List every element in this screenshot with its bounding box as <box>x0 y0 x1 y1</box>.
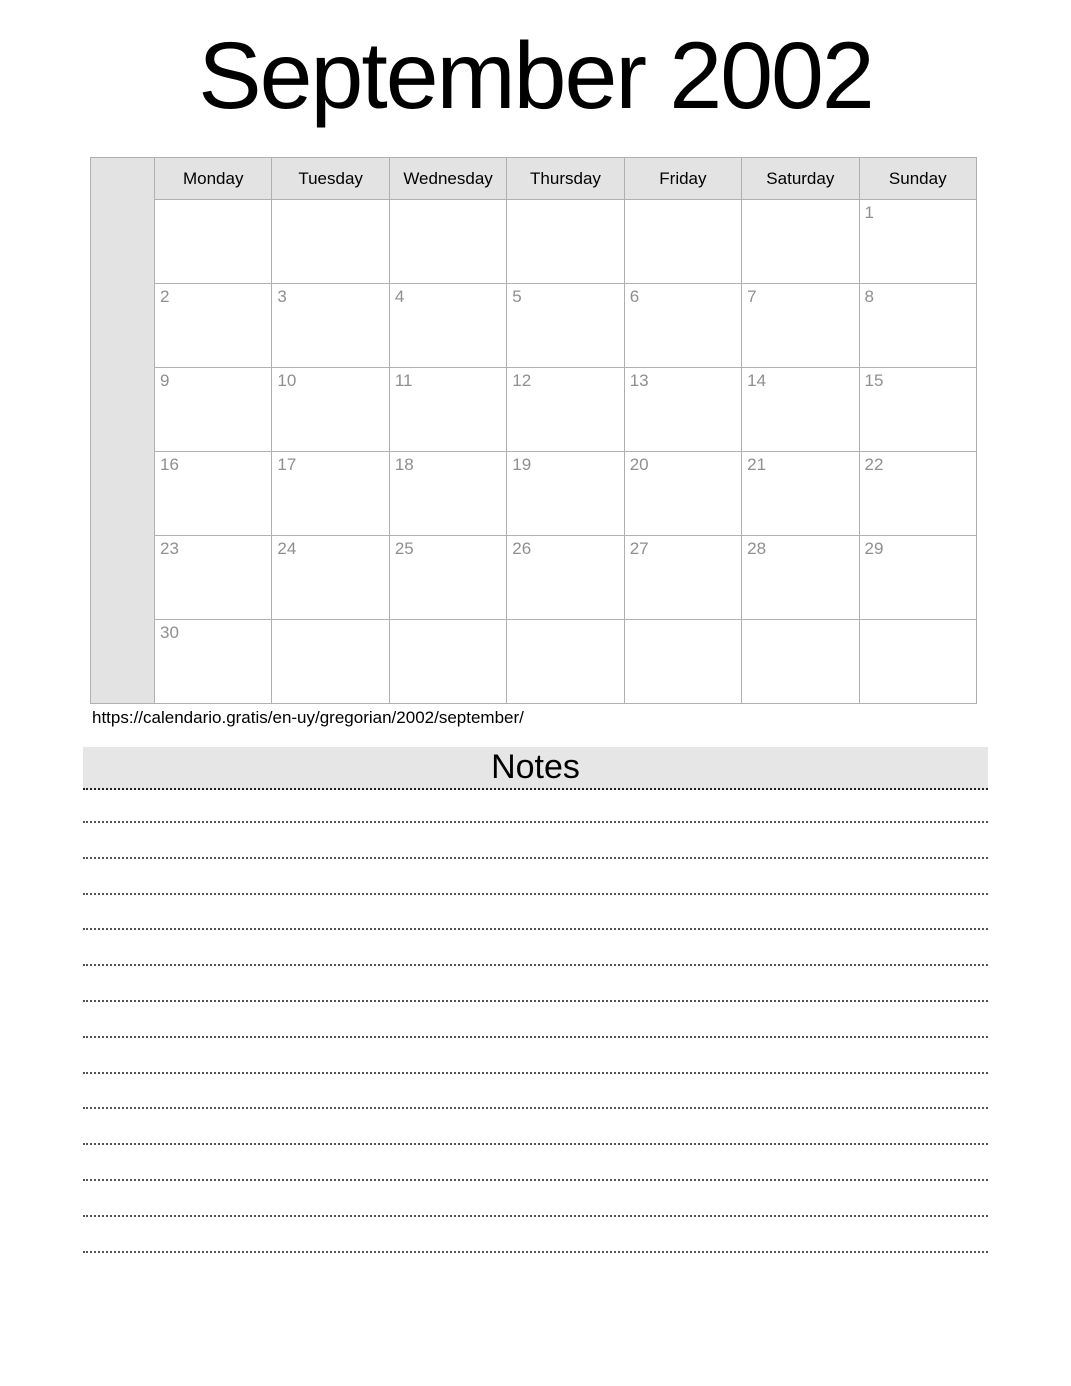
weekday-header-tuesday: Tuesday <box>272 158 389 200</box>
day-number: 5 <box>512 287 522 306</box>
day-number: 12 <box>512 371 532 390</box>
note-line <box>83 964 988 966</box>
calendar-day-3 <box>272 284 389 368</box>
day-number: 10 <box>277 371 297 390</box>
weekday-header-row <box>91 158 977 200</box>
calendar-day-empty <box>624 200 741 284</box>
day-number: 29 <box>864 539 884 558</box>
calendar-day-29 <box>859 536 976 620</box>
calendar-day-12 <box>507 368 624 452</box>
day-number: 24 <box>277 539 297 558</box>
calendar-day-7 <box>742 284 859 368</box>
notes-title: Notes <box>491 748 580 786</box>
calendar-day-13 <box>624 368 741 452</box>
calendar-table <box>90 157 977 704</box>
calendar-day-16 <box>155 452 272 536</box>
weekday-header-monday: Monday <box>155 158 272 200</box>
calendar-day-28 <box>742 536 859 620</box>
weekday-header-sunday: Sunday <box>859 158 976 200</box>
calendar-day-21 <box>742 452 859 536</box>
calendar-day-empty <box>389 620 506 704</box>
note-line <box>83 893 988 895</box>
calendar-day-18 <box>389 452 506 536</box>
day-number: 11 <box>394 371 413 390</box>
notes-header-bar <box>83 747 988 790</box>
day-number: 7 <box>747 287 757 306</box>
day-number: 25 <box>394 539 414 558</box>
calendar-week-row <box>91 620 977 704</box>
day-number: 17 <box>277 455 297 474</box>
day-number: 26 <box>512 539 532 558</box>
day-number: 2 <box>160 287 170 306</box>
day-number: 15 <box>864 371 884 390</box>
weekday-header-thursday: Thursday <box>507 158 624 200</box>
calendar-day-empty <box>155 200 272 284</box>
day-number: 18 <box>394 455 414 474</box>
notes-writing-area <box>83 821 988 1261</box>
day-number: 21 <box>747 455 767 474</box>
calendar-day-8 <box>859 284 976 368</box>
day-number: 13 <box>629 371 649 390</box>
note-line <box>83 1143 988 1145</box>
calendar-day-14 <box>742 368 859 452</box>
calendar-day-empty <box>507 200 624 284</box>
note-line <box>83 1215 988 1217</box>
calendar-day-empty <box>272 200 389 284</box>
calendar-day-empty <box>859 620 976 704</box>
calendar-day-10 <box>272 368 389 452</box>
calendar-day-9 <box>155 368 272 452</box>
note-line <box>83 928 988 930</box>
calendar-day-19 <box>507 452 624 536</box>
calendar-day-empty <box>742 200 859 284</box>
calendar-day-2 <box>155 284 272 368</box>
calendar-day-5 <box>507 284 624 368</box>
calendar-day-empty <box>389 200 506 284</box>
day-number: 27 <box>629 539 649 558</box>
day-number: 23 <box>160 539 179 558</box>
note-line <box>83 1107 988 1109</box>
calendar-day-empty <box>742 620 859 704</box>
calendar-week-row <box>91 200 977 284</box>
day-number: 1 <box>864 203 874 222</box>
calendar-day-empty <box>272 620 389 704</box>
weekday-header-friday: Friday <box>624 158 741 200</box>
day-number: 4 <box>394 287 405 306</box>
calendar-day-empty <box>507 620 624 704</box>
calendar-gutter <box>91 158 155 704</box>
calendar-day-1 <box>859 200 976 284</box>
calendar-day-empty <box>624 620 741 704</box>
calendar-week-row <box>91 368 977 452</box>
note-line <box>83 1072 988 1074</box>
note-line <box>83 1251 988 1253</box>
page-title: September 2002 <box>198 23 873 129</box>
day-number: 8 <box>864 287 874 306</box>
calendar-day-24 <box>272 536 389 620</box>
calendar-day-27 <box>624 536 741 620</box>
calendar-day-23 <box>155 536 272 620</box>
calendar-day-15 <box>859 368 976 452</box>
note-line <box>83 1179 988 1181</box>
day-number: 28 <box>747 539 767 558</box>
day-number: 20 <box>629 455 649 474</box>
day-number: 19 <box>512 455 532 474</box>
weekday-header-saturday: Saturday <box>742 158 859 200</box>
day-number: 16 <box>160 455 179 474</box>
note-line <box>83 821 988 823</box>
calendar-day-11 <box>389 368 506 452</box>
calendar-day-4 <box>389 284 506 368</box>
day-number: 3 <box>277 287 287 306</box>
day-number: 30 <box>160 623 179 642</box>
day-number: 14 <box>747 371 767 390</box>
source-url: https://calendario.gratis/en-uy/gregorian/2002/september/ <box>92 708 524 727</box>
calendar-day-20 <box>624 452 741 536</box>
calendar-day-26 <box>507 536 624 620</box>
day-number: 22 <box>864 455 884 474</box>
calendar-day-17 <box>272 452 389 536</box>
calendar-day-6 <box>624 284 741 368</box>
calendar-week-row <box>91 536 977 620</box>
calendar-day-22 <box>859 452 976 536</box>
calendar-week-row <box>91 284 977 368</box>
note-line <box>83 1000 988 1002</box>
calendar-day-25 <box>389 536 506 620</box>
note-line <box>83 1036 988 1038</box>
calendar-day-30 <box>155 620 272 704</box>
weekday-header-wednesday: Wednesday <box>389 158 506 200</box>
day-number: 6 <box>629 287 640 306</box>
calendar-week-row <box>91 452 977 536</box>
day-number: 9 <box>160 371 170 390</box>
note-line <box>83 857 988 859</box>
